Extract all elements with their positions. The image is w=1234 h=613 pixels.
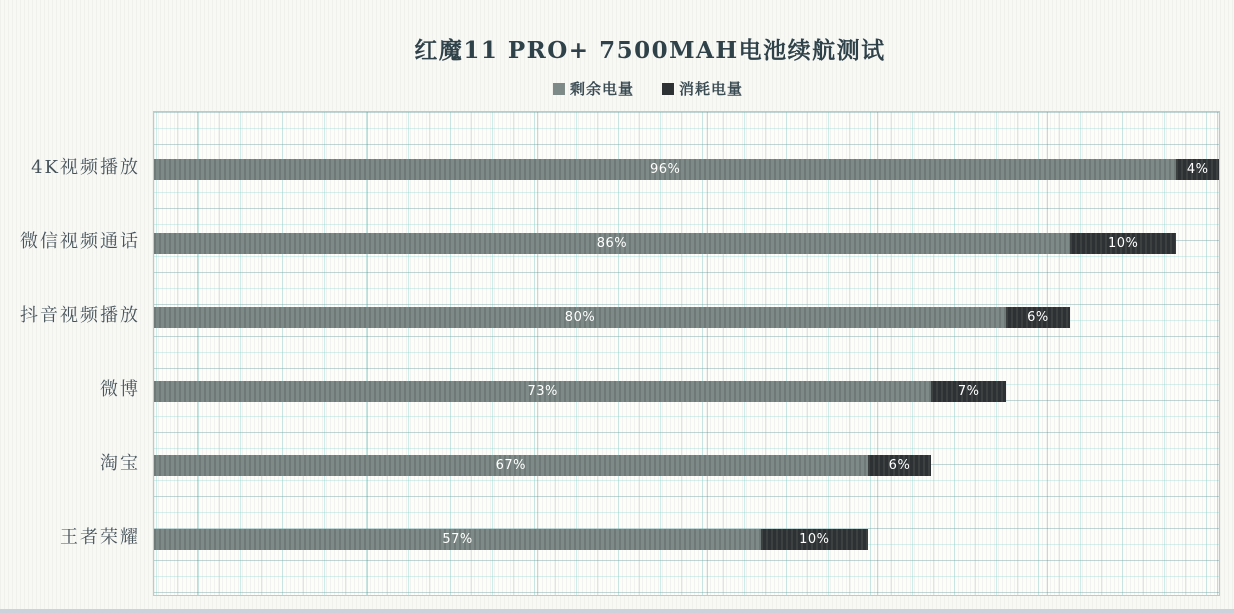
bar-segment-consumed xyxy=(868,455,932,476)
window-bottom-edge xyxy=(0,609,1234,613)
legend-swatch-remaining-icon xyxy=(553,83,565,95)
bar-row xyxy=(154,233,1219,254)
bar-segment-remaining xyxy=(154,381,931,402)
bar-row xyxy=(154,159,1219,180)
category-label: 微信视频通话 xyxy=(20,231,140,252)
category-label: 微博 xyxy=(100,379,140,400)
bar-segment-remaining xyxy=(154,159,1176,180)
bar-segment-remaining xyxy=(154,529,761,550)
legend-label-remaining: 剩余电量 xyxy=(569,80,634,98)
category-label: 抖音视频播放 xyxy=(20,305,140,326)
chart-title: 红魔11 PRO+ 7500MAH电池续航测试 xyxy=(414,37,886,64)
legend-label-consumed: 消耗电量 xyxy=(679,80,744,98)
bar-row xyxy=(154,307,1219,328)
legend-item-remaining xyxy=(553,78,634,99)
bar-segment-remaining xyxy=(154,233,1070,254)
bar-value-remaining: 80% xyxy=(564,310,596,325)
bar-segment-consumed xyxy=(1006,307,1070,328)
bar-value-consumed: 6% xyxy=(1027,310,1049,325)
bar-value-consumed: 10% xyxy=(1107,236,1139,251)
category-label: 淘宝 xyxy=(100,453,140,474)
bar-row xyxy=(154,455,1219,476)
bar-segment-consumed xyxy=(1070,233,1177,254)
bar-segment-remaining xyxy=(154,455,868,476)
bar-value-remaining: 86% xyxy=(596,236,628,251)
bar-value-remaining: 67% xyxy=(495,458,526,473)
bar-value-remaining: 73% xyxy=(527,384,558,399)
bar-value-remaining: 57% xyxy=(442,532,473,547)
category-label: 4K视频播放 xyxy=(31,157,140,178)
category-label: 王者荣耀 xyxy=(60,527,140,548)
bar-row xyxy=(154,381,1219,402)
chart-legend xyxy=(553,78,743,99)
bar-value-remaining: 96% xyxy=(649,162,681,177)
bar-segment-consumed xyxy=(761,529,868,550)
legend-item-consumed xyxy=(662,78,743,99)
plot-area xyxy=(153,111,1220,596)
bar-value-consumed: 4% xyxy=(1186,162,1209,177)
bar-segment-remaining xyxy=(154,307,1006,328)
bar-value-consumed: 7% xyxy=(957,384,980,399)
bar-value-consumed: 6% xyxy=(888,458,911,473)
bar-row xyxy=(154,529,1219,550)
bar-segment-consumed xyxy=(1176,159,1219,180)
bar-segment-consumed xyxy=(931,381,1006,402)
legend-swatch-consumed-icon xyxy=(662,83,674,95)
bar-value-consumed: 10% xyxy=(799,532,830,547)
